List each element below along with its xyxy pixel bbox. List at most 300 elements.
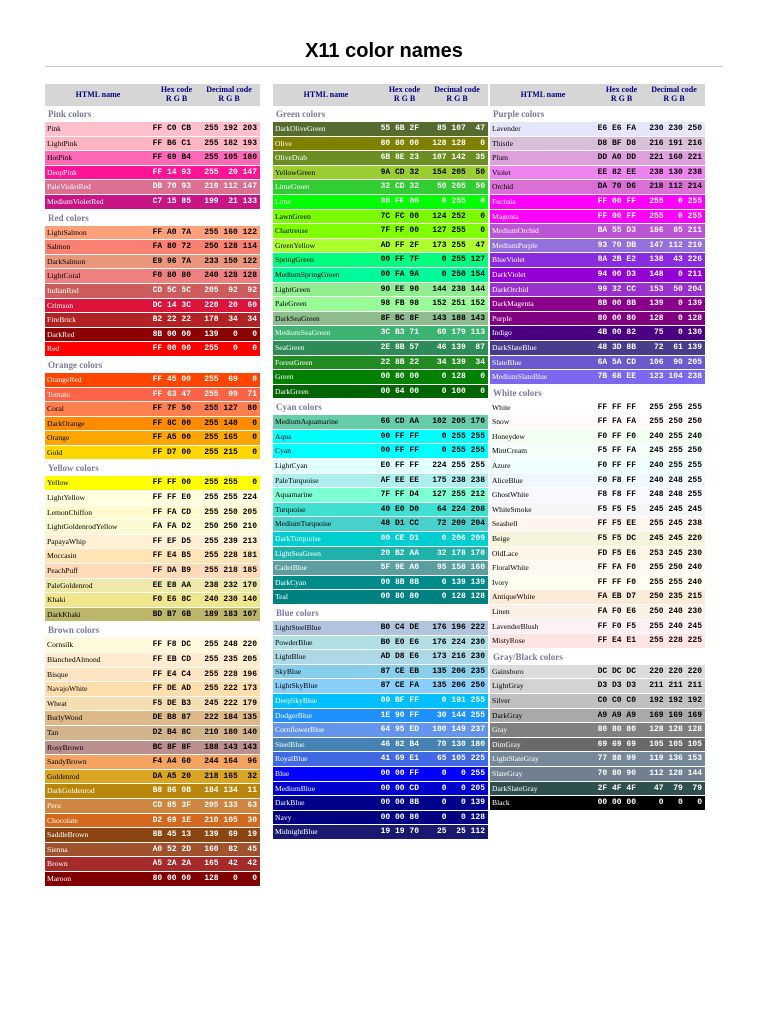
color-name: Thistle (492, 138, 514, 148)
color-name: Purple (492, 313, 512, 323)
color-hex: 99 32 CC (597, 284, 636, 294)
color-name: CadetBlue (275, 563, 308, 573)
color-hex: A9 A9 A9 (597, 710, 636, 720)
color-row (490, 782, 705, 797)
color-name: DarkRed (47, 329, 75, 339)
color-name: Coral (47, 404, 64, 414)
color-row (273, 370, 488, 385)
color-hex: FA FA D2 (152, 522, 191, 532)
color-name: Beige (492, 534, 510, 544)
color-decimal: 165 42 42 (204, 859, 257, 869)
color-decimal: 255 228 181 (204, 551, 257, 561)
color-decimal: 0 0 139 (432, 798, 485, 808)
color-row (490, 665, 705, 680)
color-name: Gold (47, 447, 63, 457)
color-name: Green (275, 372, 294, 382)
color-name: Red (47, 344, 60, 354)
color-hex: DC DC DC (597, 666, 636, 676)
color-decimal: 220 220 220 (649, 666, 702, 676)
color-row (273, 650, 488, 665)
color-hex: FF FF 00 (152, 478, 191, 488)
color-hex: 87 CE FA (380, 681, 419, 691)
color-hex: 77 88 99 (597, 754, 636, 764)
color-row (273, 561, 488, 576)
color-hex: D8 BF D8 (597, 138, 636, 148)
color-decimal: 253 245 230 (649, 548, 702, 558)
color-hex: FF E4 B5 (152, 551, 191, 561)
color-row (490, 224, 705, 239)
color-row (45, 593, 260, 608)
color-hex: FF DA B9 (152, 566, 191, 576)
color-row (490, 679, 705, 694)
color-hex: FF 00 FF (597, 196, 636, 206)
color-row (273, 459, 488, 474)
color-name: Sienna (47, 844, 68, 854)
color-name: DeepSkyBlue (275, 695, 318, 705)
color-name: PowderBlue (275, 637, 313, 647)
color-decimal: 139 0 139 (649, 299, 702, 309)
color-row (273, 590, 488, 605)
color-row (273, 385, 488, 400)
color-hex: FF FA CD (152, 507, 191, 517)
color-decimal: 240 255 240 (649, 431, 702, 441)
color-row (45, 711, 260, 726)
color-decimal: 47 79 79 (649, 783, 702, 793)
color-decimal: 135 206 235 (432, 666, 485, 676)
color-decimal: 189 183 107 (204, 609, 257, 619)
color-hex: 00 64 00 (380, 386, 419, 396)
section-heading: Blue colors (276, 608, 319, 618)
color-row (490, 503, 705, 518)
color-row (273, 210, 488, 225)
color-row (490, 576, 705, 591)
header-hex-label: Hex code (388, 85, 421, 94)
color-hex: 00 FF FF (380, 431, 419, 441)
color-row (273, 796, 488, 811)
color-row (490, 341, 705, 356)
color-row (490, 297, 705, 312)
color-decimal: 255 250 250 (649, 417, 702, 427)
color-name: LightSteelBlue (275, 623, 321, 632)
color-decimal: 0 100 0 (432, 386, 485, 396)
color-name: Fuchsia (492, 196, 516, 206)
color-hex: FF A0 7A (152, 227, 191, 237)
color-name: LimeGreen (275, 182, 310, 192)
color-name: Plum (492, 153, 509, 163)
color-name: NavajoWhite (47, 684, 88, 694)
color-decimal: 173 255 47 (432, 240, 485, 250)
color-row (45, 269, 260, 284)
color-decimal: 176 224 230 (432, 637, 485, 647)
color-row (490, 195, 705, 210)
color-row (490, 488, 705, 503)
color-decimal: 139 0 0 (204, 329, 257, 339)
color-hex: 00 CE D1 (380, 534, 419, 544)
color-row (273, 122, 488, 137)
color-hex: 8F BC 8F (380, 313, 419, 323)
color-row (45, 491, 260, 506)
color-decimal: 0 139 139 (432, 577, 485, 587)
color-decimal: 255 105 180 (204, 153, 257, 163)
color-row (490, 767, 705, 782)
color-name: Tomato (47, 389, 71, 399)
color-name: Khaki (47, 595, 66, 605)
color-name: DarkOliveGreen (275, 124, 326, 133)
color-decimal: 255 235 205 (204, 655, 257, 664)
color-name: MediumTurquoise (275, 519, 332, 529)
color-row (45, 195, 260, 210)
color-row (273, 752, 488, 767)
color-row (273, 224, 488, 239)
color-hex: FF D7 00 (152, 447, 191, 457)
color-name: Linen (492, 607, 510, 616)
color-decimal: 85 107 47 (432, 124, 485, 133)
color-decimal: 245 255 250 (649, 446, 702, 456)
color-row (45, 638, 260, 653)
color-decimal: 70 130 180 (432, 739, 485, 749)
color-hex: 98 FB 98 (380, 299, 419, 309)
color-hex: FA F0 E6 (597, 607, 636, 616)
color-name: DimGray (492, 739, 521, 749)
color-hex: CD 85 3F (152, 800, 191, 810)
color-hex: FF FF FF (597, 402, 636, 412)
color-row (273, 517, 488, 532)
color-row (490, 459, 705, 474)
color-name: LightGoldenrodYellow (47, 522, 118, 532)
color-hex: FF 63 47 (152, 389, 191, 399)
color-name: Lavender (492, 124, 521, 133)
color-name: MediumVioletRed (47, 196, 104, 206)
color-row (490, 590, 705, 605)
color-hex: B0 C4 DE (380, 623, 419, 632)
color-row (273, 723, 488, 738)
color-decimal: 255 248 220 (204, 640, 257, 650)
color-name: LightSlateGray (492, 754, 539, 764)
color-row (45, 697, 260, 712)
color-hex: 80 80 80 (597, 725, 636, 735)
color-row (45, 520, 260, 535)
color-hex: 2E 8B 57 (380, 342, 419, 352)
color-row (273, 488, 488, 503)
color-row (45, 284, 260, 299)
color-row (490, 430, 705, 445)
color-row (273, 709, 488, 724)
color-hex: 93 70 DB (597, 240, 636, 250)
color-hex: 7F FF D4 (380, 490, 419, 500)
color-decimal: 143 188 143 (432, 313, 485, 323)
color-name: Black (492, 798, 510, 808)
color-hex: 7B 68 EE (597, 372, 636, 382)
color-name: DarkBlue (275, 798, 305, 808)
header-decimal-code (199, 85, 259, 103)
color-name: Teal (275, 592, 288, 602)
color-decimal: 255 255 240 (649, 577, 702, 587)
color-name: Aqua (275, 431, 292, 441)
color-hex: AF EE EE (380, 475, 419, 485)
color-hex: 00 8B 8B (380, 577, 419, 587)
color-hex: BD B7 6B (152, 609, 191, 619)
color-decimal: 238 232 170 (204, 580, 257, 590)
color-hex: FF 45 00 (152, 374, 191, 384)
color-decimal: 255 240 245 (649, 621, 702, 631)
section-heading: Brown colors (48, 625, 100, 636)
color-row (490, 356, 705, 371)
color-hex: B8 86 0B (152, 786, 191, 796)
color-name: SandyBrown (47, 757, 87, 767)
section-heading: Pink colors (48, 109, 92, 119)
color-decimal: 147 112 219 (649, 240, 702, 250)
color-name: Brown (47, 859, 68, 869)
color-row (273, 195, 488, 210)
color-name: Bisque (47, 669, 69, 679)
color-hex: 48 D1 CC (380, 519, 419, 529)
color-row (273, 547, 488, 562)
color-decimal: 128 128 128 (649, 725, 702, 735)
header-hex-label: Hex code (160, 85, 193, 94)
color-hex: FF FA FA (597, 417, 636, 427)
color-name: SeaGreen (275, 342, 305, 352)
color-row (45, 122, 260, 137)
color-row (273, 825, 488, 840)
color-name: Ivory (492, 577, 509, 587)
color-name: SteelBlue (275, 739, 305, 749)
color-hex: DE B8 87 (152, 713, 191, 723)
section-heading: Purple colors (493, 109, 545, 119)
color-row (490, 605, 705, 620)
color-name: DarkSlateBlue (492, 342, 537, 352)
color-hex: FF F0 F5 (597, 621, 636, 631)
color-decimal: 244 164 96 (204, 757, 257, 767)
color-row (490, 634, 705, 649)
color-decimal: 230 230 250 (649, 124, 702, 133)
color-name: Tan (47, 727, 59, 737)
color-hex: 55 6B 2F (380, 124, 419, 133)
color-name: Moccasin (47, 551, 77, 561)
color-row (45, 770, 260, 785)
color-hex: 41 69 E1 (380, 754, 419, 764)
color-row (273, 312, 488, 327)
color-name: HotPink (47, 153, 73, 163)
color-name: LavenderBlush (492, 621, 539, 631)
color-row (45, 342, 260, 357)
color-name: Cyan (275, 446, 292, 456)
color-row (45, 402, 260, 417)
color-decimal: 205 92 92 (204, 285, 257, 295)
color-decimal: 144 238 144 (432, 284, 485, 294)
color-name: DarkSlateGray (492, 783, 538, 793)
color-row (490, 474, 705, 489)
color-hex: 64 95 ED (380, 725, 419, 735)
color-decimal: 0 250 154 (432, 269, 485, 279)
color-decimal: 255 255 224 (204, 493, 257, 503)
color-hex: E6 E6 FA (597, 124, 636, 133)
color-decimal: 0 255 0 (432, 196, 485, 206)
color-decimal: 240 230 140 (204, 595, 257, 605)
color-name: LightBlue (275, 652, 306, 662)
color-row (45, 328, 260, 343)
color-row (273, 636, 488, 651)
color-row (490, 401, 705, 416)
color-decimal: 221 160 221 (649, 153, 702, 163)
color-name: Wheat (47, 698, 67, 708)
color-hex: F5 F5 DC (597, 534, 636, 544)
header-hex-rgb: R G B (165, 94, 188, 103)
color-decimal: 95 158 160 (432, 563, 485, 573)
color-hex: EE E8 AA (152, 580, 191, 590)
color-decimal: 169 169 169 (649, 710, 702, 720)
header-hex-code (154, 85, 199, 103)
color-decimal: 233 150 122 (204, 256, 257, 266)
color-hex: 00 00 FF (380, 768, 419, 778)
color-decimal: 199 21 133 (204, 196, 257, 206)
header-html-name: HTML name (303, 90, 349, 99)
color-name: ForestGreen (275, 357, 313, 367)
color-name: DarkViolet (492, 269, 526, 279)
section-heading: Orange colors (48, 359, 103, 370)
color-row (490, 151, 705, 166)
color-name: MediumPurple (492, 240, 538, 250)
color-decimal: 245 245 245 (649, 504, 702, 514)
color-decimal: 255 0 255 (649, 196, 702, 206)
color-hex: FF FF E0 (152, 493, 191, 503)
color-hex: 6A 5A CD (597, 357, 636, 367)
color-row (273, 444, 488, 459)
color-hex: E9 96 7A (152, 256, 191, 266)
color-hex: BA 55 D3 (597, 226, 636, 236)
color-row (490, 312, 705, 327)
color-decimal: 250 240 230 (649, 607, 702, 616)
color-decimal: 255 0 255 (649, 211, 702, 221)
color-decimal: 255 127 80 (204, 404, 257, 414)
color-row (273, 239, 488, 254)
column-header (490, 84, 705, 106)
color-hex: 00 00 8B (380, 798, 419, 808)
color-hex: 6B 8E 23 (380, 153, 419, 163)
header-hex-rgb: R G B (393, 94, 416, 103)
color-row (490, 326, 705, 341)
color-decimal: 210 105 30 (204, 815, 257, 825)
color-hex: FF F5 EE (597, 519, 636, 529)
color-decimal: 0 0 0 (649, 798, 702, 808)
color-name: OrangeRed (47, 374, 82, 384)
color-row (273, 738, 488, 753)
page-title: X11 color names (305, 40, 463, 62)
header-decimal-code (644, 85, 704, 103)
color-decimal: 248 248 255 (649, 490, 702, 500)
color-decimal: 250 128 114 (204, 242, 257, 252)
color-name: Azure (492, 461, 511, 471)
color-name: PapayaWhip (47, 536, 86, 546)
color-name: LightSkyBlue (275, 681, 318, 691)
color-hex: 19 19 70 (380, 827, 419, 837)
color-name: Honeydew (492, 431, 525, 441)
color-row (45, 579, 260, 594)
color-name: MediumOrchid (492, 226, 539, 236)
color-decimal: 255 0 0 (204, 344, 257, 354)
color-name: LightCoral (47, 271, 81, 281)
color-row (490, 283, 705, 298)
color-hex: 46 82 B4 (380, 739, 419, 749)
color-decimal: 75 0 130 (649, 328, 702, 338)
color-decimal: 178 34 34 (204, 315, 257, 325)
color-name: WhiteSmoke (492, 504, 532, 514)
color-row (45, 431, 260, 446)
color-name: MintCream (492, 446, 528, 456)
color-decimal: 220 20 60 (204, 300, 257, 310)
color-row (273, 415, 488, 430)
section-heading: Green colors (276, 109, 326, 119)
color-name: DarkGray (492, 710, 523, 720)
color-hex: FF DE AD (152, 684, 191, 694)
color-name: Lime (275, 196, 292, 206)
header-html-name: HTML name (75, 90, 121, 99)
color-hex: FF EB CD (152, 655, 191, 664)
color-decimal: 255 165 0 (204, 433, 257, 443)
color-name: DarkGoldenrod (47, 786, 95, 796)
color-row (490, 620, 705, 635)
color-hex: FF 00 FF (597, 211, 636, 221)
column-header (273, 84, 488, 106)
color-hex: 00 80 80 (380, 592, 419, 602)
color-row (45, 313, 260, 328)
color-decimal: 64 224 208 (432, 504, 485, 514)
color-decimal: 32 178 170 (432, 548, 485, 558)
color-hex: F0 E6 8C (152, 595, 191, 605)
color-name: Pink (47, 124, 61, 133)
color-hex: 32 CD 32 (380, 182, 419, 192)
color-row (45, 180, 260, 195)
color-hex: 2F 4F 4F (597, 783, 636, 793)
color-name: MediumAquamarine (275, 417, 339, 427)
color-decimal: 0 255 255 (432, 446, 485, 456)
color-row (45, 608, 260, 623)
color-row (45, 564, 260, 579)
color-decimal: 100 149 237 (432, 725, 485, 735)
color-name: IndianRed (47, 285, 79, 295)
section-heading: Gray/Black colors (493, 651, 563, 662)
color-decimal: 255 250 240 (649, 563, 702, 573)
color-decimal: 224 255 255 (432, 461, 485, 471)
color-decimal: 255 228 196 (204, 669, 257, 679)
color-hex: DB 70 93 (152, 182, 191, 192)
color-hex: B0 E0 E6 (380, 637, 419, 647)
color-hex: AD FF 2F (380, 240, 419, 250)
color-row (273, 356, 488, 371)
color-decimal: 72 61 139 (649, 342, 702, 352)
color-decimal: 160 82 45 (204, 844, 257, 854)
color-name: BurlyWood (47, 713, 83, 723)
color-hex: 22 8B 22 (380, 357, 419, 367)
color-name: LawnGreen (275, 211, 311, 221)
color-row (490, 122, 705, 137)
color-decimal: 0 0 205 (432, 783, 485, 793)
color-name: Peru (47, 800, 61, 810)
color-hex: FF 69 B4 (152, 153, 191, 163)
color-decimal: 119 136 153 (649, 754, 702, 764)
color-decimal: 107 142 35 (432, 153, 485, 163)
color-row (45, 755, 260, 770)
color-hex: D3 D3 D3 (597, 681, 636, 691)
header-decimal-label: Decimal code (651, 85, 697, 94)
header-decimal-rgb: R G B (446, 94, 468, 103)
color-hex: 8A 2B E2 (597, 255, 636, 265)
color-row (490, 166, 705, 181)
color-hex: FF E4 C4 (152, 669, 191, 679)
color-decimal: 138 43 226 (649, 255, 702, 265)
header-decimal-rgb: R G B (663, 94, 685, 103)
color-row (45, 872, 260, 887)
color-decimal: 123 104 238 (649, 372, 702, 382)
